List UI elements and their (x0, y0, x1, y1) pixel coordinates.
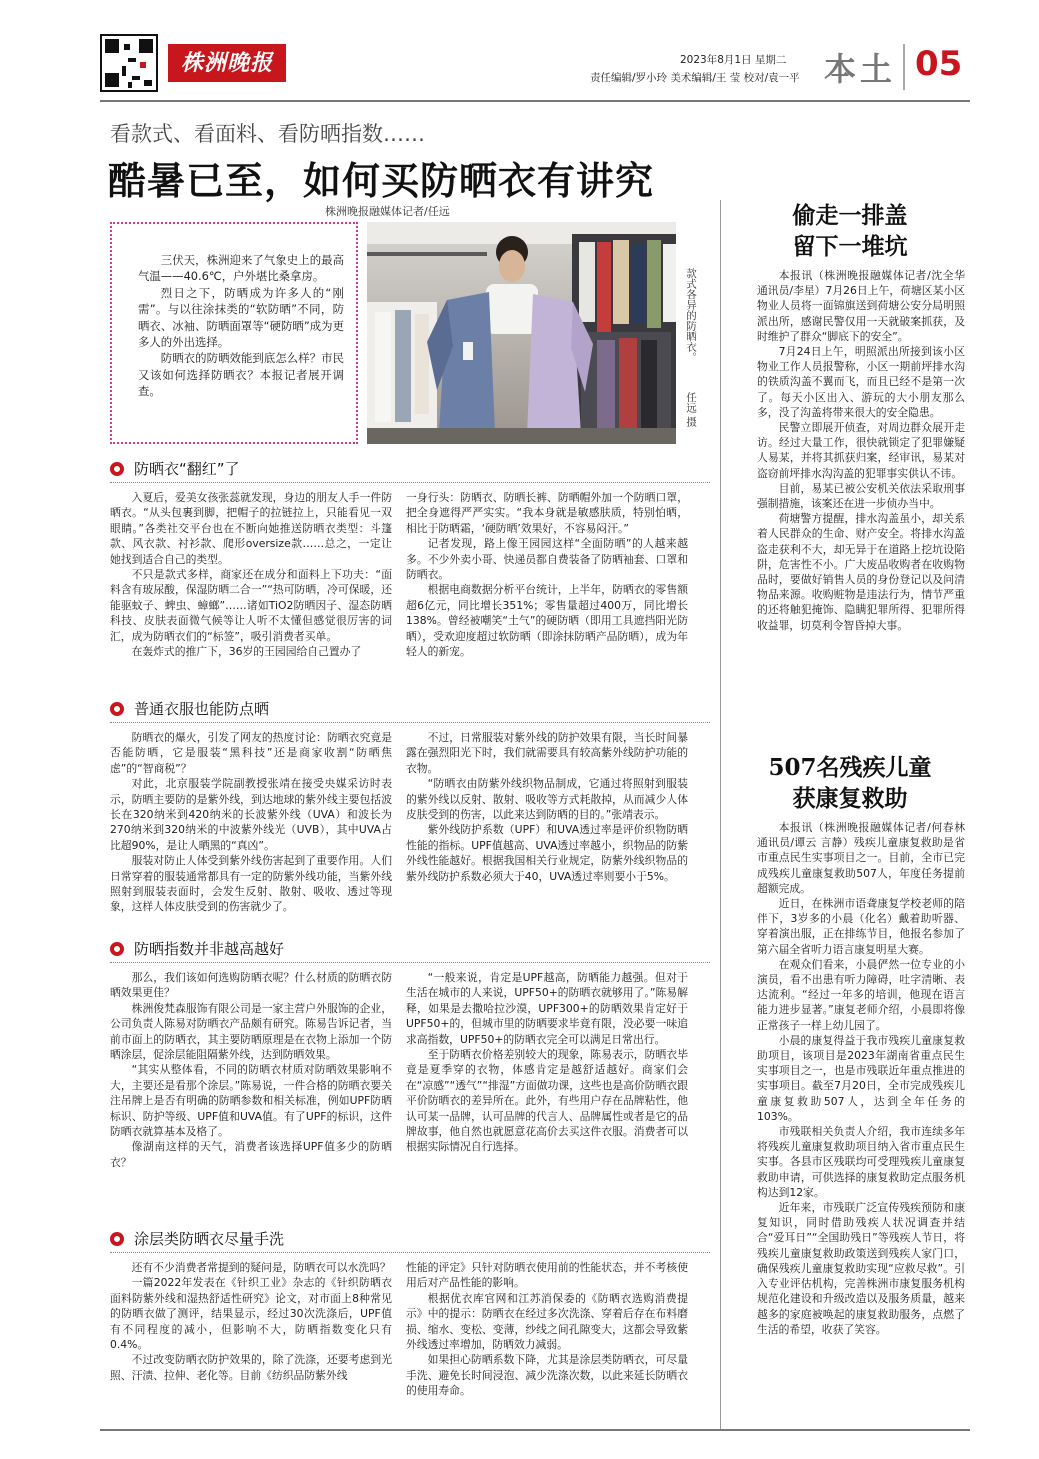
body-paragraph: 不过改变防晒衣防护效果的，除了洗涤，还要考虑到光照、汗渍、拉伸、老化等。目前《纺织品防紫外线 (110, 1353, 392, 1382)
sidebar-headline: 507名残疾儿童 获康复救助 (768, 754, 932, 812)
section-heading: 涂层类防晒衣尽量手洗 (110, 1228, 284, 1250)
body-paragraph: 对此，北京服装学院副教授张靖在接受央媒采访时表示，防晒主要防的是紫外线，到达地球的紫外线主要包括波长在320纳米到420纳米的长波紫外线（UVA）和波长为270纳米到320纳米的中波紫外线光（UVB），其中UVA占比超90%，是让人晒黑的“真凶”。 (110, 777, 392, 852)
newspaper-logo: 株洲晚报 (168, 44, 286, 82)
body-paragraph: 像湖南这样的天气，消费者该选择UPF值多少的防晒衣？ (110, 1140, 392, 1169)
sidebar-paragraph: 小晨的康复得益于我市残疾儿童康复救助项目，该项目是2023年湖南省重点民生实事项目之一，也是市残联近年重点推进的实事项目。截至7月20日，全市完成残疾儿童康复救助507人，达到全年任务的103%。 (757, 1033, 965, 1123)
page-number: 05 (915, 44, 963, 84)
article-photo (367, 222, 676, 444)
editor-credits: 责任编辑/罗小玲 美术编辑/王 莹 校对/袁一平 (590, 72, 800, 84)
body-paragraph: 那么，我们该如何选购防晒衣呢？什么材质的防晒衣防晒效果更佳？ (110, 971, 392, 1000)
article-headline: 酷暑已至，如何买防晒衣有讲究 (108, 158, 655, 203)
masthead-divider (903, 44, 905, 90)
article-column (110, 970, 392, 1170)
article-column (406, 970, 688, 1155)
intro-paragraph: 烈日之下，防晒成为许多人的“刚需”。与以往涂抹类的“软防晒”不同，防晒衣、冰袖、防晒面罩等“硬防晒”成为更多人的外出选择。 (138, 285, 344, 350)
body-paragraph: 不只是款式多样，商家还在成分和面料上下功夫：“面料含有玻尿酸，保湿防晒二合一”“热可防晒，冷可保暖，还能驱蚊子、蜱虫、蟑螂”……诸如TiO2防晒因子、湿态防晒科技、皮肤表面微气候等让人听不太懂但感觉很厉害的词汇，成为防晒衣们的“标签”，吸引消费者买单。 (110, 568, 392, 643)
sidebar-paragraph: 近日，在株洲市语聋康复学校老师的陪伴下，3岁多的小晨（化名）戴着助听器、穿着演出服，正在排练节目，他报名参加了第六届全省听力语言康复明星大赛。 (757, 897, 965, 956)
column-divider (720, 200, 721, 1430)
body-paragraph: 如果担心防晒系数下降，尤其是涂层类防晒衣，可尽量手洗、避免长时间浸泡、减少洗涤次数，以此来延长防晒衣的使用寿命。 (406, 1353, 688, 1398)
article-column (406, 1260, 688, 1399)
body-paragraph: 防晒衣的爆火，引发了网友的热度讨论：防晒衣究竟是否能防晒，它是服装“黑科技”还是商家收割“防晒焦虑”的“智商税”？ (110, 731, 392, 775)
body-paragraph: 服装对防止人体受到紫外线伤害起到了重要作用。人们日常穿着的服装通常都具有一定的防紫外线功能，当紫外线照射到服装表面时，会发生反射、散射、吸收、透过等现象，这样人体皮肤受到的伤害就少了。 (110, 854, 392, 914)
article-intro (138, 252, 344, 400)
article-kicker: 看款式、看面料、看防晒指数…… (110, 122, 425, 146)
body-paragraph: 根据优衣库官网和江苏消保委的《防晒衣选购消费提示》中的提示：防晒衣在经过多次洗涤、穿着后存在布料磨损、缩水、变松、变薄，纱线之间孔隙变大，这都会导致紫外线透过率增加，防晒效力减弱。 (406, 1291, 688, 1352)
sidebar-story (757, 268, 965, 633)
qr-code-icon (100, 34, 158, 92)
intro-paragraph: 三伏天，株洲迎来了气象史上的最高气温——40.6℃，户外堪比桑拿房。 (138, 253, 344, 284)
article-column (406, 730, 688, 884)
intro-paragraph: 防晒衣的防晒效能到底怎么样？市民又该如何选择防晒衣？本报记者展开调查。 (138, 351, 344, 399)
sidebar-paragraph: 民警立即展开侦查，对周边群众展开走访。经过大量工作，很快就锁定了犯罪嫌疑人易某，并将其抓获归案，经审讯，易某对盗窃前坪排水沟沟盖的犯罪事实供认不讳。 (757, 421, 965, 480)
sidebar-paragraph: 目前，易某已被公安机关依法采取刑事强制措施，该案还在进一步侦办当中。 (757, 481, 965, 511)
body-paragraph: 还有不少消费者常提到的疑问是，防晒衣可以水洗吗？ (131, 1261, 391, 1274)
sidebar-paragraph: 近年来，市残联广泛宣传残疾预防和康复知识，同时借助残疾人状况调查并结合“爱耳日”“全国助残日”等残疾人节日，将残疾儿童康复救助政策送到残疾人家门口，确保残疾儿童康复救助实现“应救尽救”。引入专业评估机构，完善株洲市康复服务机构规范化建设和升级改造以及服务质量，越来越多的家庭被唤起的康复救助服务，点燃了生活的希望，收获了笑容。 (757, 1201, 965, 1336)
photo-credit: 任远 摄 (685, 392, 697, 427)
article-column (110, 730, 392, 915)
body-paragraph: 性能的评定》只针对防晒衣使用前的性能状态，并不考核使用后对产品性能的影响。 (406, 1261, 688, 1290)
body-paragraph: 记者发现，路上像王园园这样“全面防晒”的人越来越多。不少外卖小哥、快递员都自费装备了防晒袖套、口罩和防晒衣。 (406, 537, 688, 582)
section-name: 本土 (824, 50, 897, 88)
section-bullet-icon (110, 702, 124, 716)
sidebar-paragraph: 本报讯（株洲晚报融媒体记者/何春林 通讯员/谭云 言静）残疾儿童康复救助是省市重点民生实事项目之一。目前，全市已完成残疾儿童康复救助507人，年度任务提前超额完成。 (757, 821, 965, 895)
section-rule (110, 482, 710, 483)
section-heading: 防晒衣“翻红”了 (110, 458, 240, 480)
sidebar-paragraph: 本报讯（株洲晚报融媒体记者/沈全华 通讯员/李星）7月26日上午，荷塘区某小区物业人员将一面锦旗送到荷塘公安分局明照派出所，感谢民警仅用一天就破案抓获，及时维护了群众“脚底下的安全”。 (757, 269, 965, 343)
sidebar-story (757, 820, 965, 1337)
section-heading: 防晒指数并非越高越好 (110, 938, 284, 960)
bottom-rule (100, 1429, 970, 1431)
top-rule (100, 100, 970, 102)
section-rule (110, 1252, 710, 1253)
section-rule (110, 962, 710, 963)
article-byline: 株洲晚报融媒体记者/任远 (325, 205, 450, 218)
article-column (110, 1260, 392, 1383)
body-paragraph: 根据电商数据分析平台统计，上半年，防晒衣的零售额超6亿元，同比增长351%；零售量超过400万，同比增长138%。曾经被嘲笑“土气”的硬防晒（即用工具遮挡阳光防晒），受欢迎度超过软防晒（即涂抹防晒产品防晒），成为年轻人的新宠。 (406, 583, 688, 659)
sidebar-paragraph: 市残联相关负责人介绍，我市连续多年将残疾儿童康复救助项目纳入省市重点民生实事。各县市区残联均可受理残疾儿童康复救助申请，可供选择的康复救助定点服务机构达到12家。 (757, 1125, 965, 1199)
masthead (100, 30, 970, 100)
section-bullet-icon (110, 1232, 124, 1246)
body-paragraph: 在轰炸式的推广下，36岁的王园园给自己置办了 (131, 645, 362, 659)
photo-caption: 款式各异的防晒衣。 (685, 268, 697, 363)
section-heading: 普通衣服也能防点晒 (110, 698, 269, 720)
body-paragraph: 紫外线防护系数（UPF）和UVA透过率是评价织物防晒性能的指标。UPF值越高、UVA透过率越小，织物品的防紫外线性能越好。根据我国相关行业规定，防紫外线织物品的紫外线防护系数必须大于40，UVA透过率则要小于5%。 (406, 823, 688, 883)
article-column (110, 490, 392, 659)
sidebar-headline: 偷走一排盖 留下一堆坑 (792, 202, 908, 260)
clothing-store-photo (367, 222, 676, 444)
section-bullet-icon (110, 942, 124, 956)
article-column (406, 490, 688, 659)
sidebar-paragraph: 在观众们看来，小晨俨然一位专业的小演员，看不出患有听力障碍，吐字清晰、表达流利。“经过一年多的培训，他现在语言能力进步显著。”康复老师介绍，小晨即将像正常孩子一样上幼儿园了。 (757, 957, 965, 1032)
body-paragraph: 至于防晒衣价格差别较大的现象，陈易表示，防晒衣毕竟是夏季穿的衣物，体感肯定是越舒适越好。商家们会在“凉感”“透气”“排湿”方面做功课，这些也是高价防晒衣跟平价防晒衣的差异所在。此外，有些用户存在品牌粘性，他认可某一品牌，认可品牌的代言人、品牌属性或者是它的品牌故事，他自然也就愿意花高价去买这件衣服。消费者可以根据实际情况自行选择。 (406, 1048, 688, 1154)
body-paragraph: 入夏后，爱美女孩张蕊就发现，身边的朋友人手一件防晒衣。“从头包裹到脚，把帽子的拉链拉上，只能看见一双眼睛。”各类社交平台也在不断向她推送防晒衣类型：斗篷款、风衣款、衬衫款、爬形oversize款……总之，一定让她找到适合自己的类型。 (110, 491, 392, 566)
section-bullet-icon (110, 462, 124, 476)
body-paragraph: 一篇2022年发表在《针织工业》杂志的《针织防晒衣面料防紫外线和湿热舒适性研究》论文，对市面上8种常见的防晒衣做了测评，结果显示，经过30次洗涤后，UPF值有不同程度的减小，但影响不大，防晒指数变化只有0.4%。 (110, 1276, 392, 1352)
body-paragraph: 一身行头：防晒衣、防晒长裤、防晒帽外加一个防晒口罩，把全身遮得严严实实。“我本身就是敏感肤质，特别怕晒，相比于防晒霜，‘硬防晒’效果好，不容易闷汗。” (406, 491, 688, 535)
sidebar-paragraph: 荷塘警方提醒，排水沟盖虽小，却关系着人民群众的生命、财产安全。将排水沟盖盗走获利不大，却无异于在道路上挖坑设陷阱，危害性不小。广大废品收购者在收购物品时，要做好销售人员的身份登记以及问清物品来源。收购赃物是违法行为，情节严重的还将触犯掩饰、隐瞒犯罪所得、犯罪所得收益罪，切莫利令智昏掉大事。 (757, 512, 965, 632)
issue-date: 2023年8月1日 星期二 (680, 54, 787, 66)
body-paragraph: “防晒衣由防紫外线织物品制成，它通过将照射到服装的紫外线以反射、散射、吸收等方式耗散掉，从而减少人体皮肤受到的伤害，以此来达到防晒的目的。”张靖表示。 (406, 777, 688, 822)
section-rule (110, 722, 710, 723)
body-paragraph: “一般来说，肯定是UPF越高，防晒能力越强。但对于生活在城市的人来说，UPF50+的防晒衣就够用了。”陈易解释，如果是去撒哈拉沙漠，UPF300+的防晒效果肯定好于UPF50+的，但城市里的防晒要求毕竟有限，没必要一味追求高指数，UPF50+的防晒衣完全可以满足日常出行。 (406, 971, 688, 1046)
body-paragraph: 株洲俊梵森服饰有限公司是一家主营户外服饰的企业，公司负责人陈易对防晒衣产品颇有研究。陈易告诉记者，当前市面上的防晒衣，其主要防晒原理是在衣物上添加一个防晒涂层，促涂层能阻隔紫外线，达到防晒效果。 (110, 1001, 392, 1062)
sidebar-paragraph: 7月24日上午，明照派出所接到该小区物业工作人员报警称，小区一期前坪排水沟的铁质沟盖不翼而飞，而且已经不是第一次了。每天小区出入、游玩的大小朋友那么多，没了沟盖将带来很大的安全隐患。 (757, 345, 965, 419)
body-paragraph: 不过，日常服装对紫外线的防护效果有限，当长时间暴露在强烈阳光下时，我们就需要具有较高紫外线防护功能的衣物。 (406, 731, 688, 775)
body-paragraph: “其实从整体看，不同的防晒衣材质对防晒效果影响不大，主要还是看那个涂层。”陈易说，一件合格的防晒衣要关注吊牌上是否有明确的防晒参数和相关标准，例如UPF防晒标识、防护等级、UPF值和UVA值。有了UPF的标识，这件防晒衣就算基本及格了。 (110, 1063, 392, 1139)
